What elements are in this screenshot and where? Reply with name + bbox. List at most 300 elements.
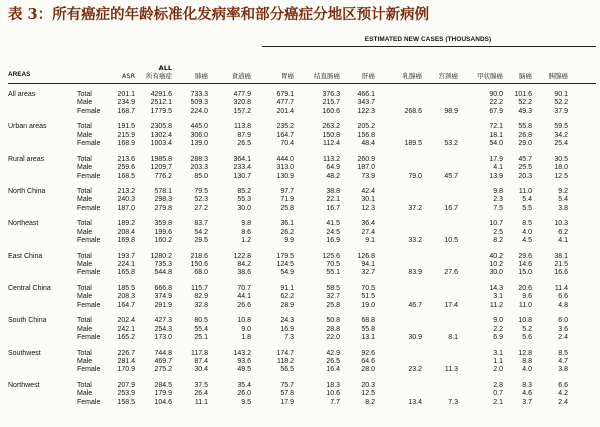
value-cell: 79.0 — [408, 172, 422, 180]
value-cell: 1003.4 — [150, 140, 172, 148]
table-row — [0, 253, 600, 261]
value-cell: 11.1 — [194, 398, 208, 406]
value-cell: 11.2 — [489, 301, 503, 309]
sex-label: Male — [77, 293, 93, 301]
value-cell: 203.3 — [190, 164, 208, 172]
value-cell: 30.0 — [237, 204, 251, 212]
group-spacer — [0, 375, 600, 382]
value-cell: 16.9 — [280, 325, 294, 333]
value-cell: 735.3 — [154, 261, 172, 268]
value-cell: 16.7 — [444, 204, 458, 212]
value-cell: 2.8 — [493, 381, 503, 389]
value-cell: 187.0 — [357, 164, 375, 172]
table-row — [0, 285, 600, 293]
value-cell: 4.8 — [558, 301, 568, 309]
value-cell: 8.8 — [522, 357, 532, 365]
value-cell: 85.2 — [237, 187, 251, 195]
value-cell: 38.1 — [554, 252, 568, 260]
value-cell: 218.6 — [190, 252, 208, 260]
value-cell: 215.9 — [117, 131, 135, 139]
value-cell: 187.0 — [117, 204, 135, 212]
value-cell: 445.0 — [190, 123, 208, 131]
value-cell: 2.3 — [493, 196, 503, 204]
value-cell: 90.0 — [489, 91, 503, 98]
value-cell: 52.2 — [518, 99, 532, 107]
value-cell: 67.9 — [489, 107, 503, 115]
table-row — [0, 261, 600, 269]
value-cell: 32.7 — [361, 269, 375, 277]
area-name: Southwest — [8, 349, 41, 357]
value-cell: 24.3 — [280, 317, 294, 325]
sex-label: Female — [77, 140, 101, 148]
sex-label: Male — [77, 131, 93, 139]
table-row — [0, 317, 600, 325]
sex-label: Female — [77, 366, 101, 374]
value-cell: 733.3 — [190, 91, 208, 98]
table-row — [0, 173, 600, 181]
value-cell: 444.0 — [276, 155, 294, 163]
value-cell: 260.9 — [357, 155, 375, 163]
value-cell: 62.2 — [280, 293, 294, 301]
value-cell: 374.9 — [154, 293, 172, 301]
value-cell: 3.1 — [493, 349, 503, 357]
value-cell: 10.6 — [326, 390, 340, 398]
value-cell: 164.7 — [117, 301, 135, 309]
value-cell: 27.6 — [444, 269, 458, 277]
value-cell: 15.0 — [518, 269, 532, 277]
value-cell: 191.5 — [117, 123, 135, 131]
value-cell: 16.4 — [326, 366, 340, 374]
value-cell: 13.4 — [408, 398, 422, 406]
value-cell: 17.4 — [444, 301, 458, 309]
value-cell: 25.4 — [554, 140, 568, 148]
value-cell: 34.2 — [554, 131, 568, 139]
sex-label: Total — [77, 155, 92, 163]
value-cell: 117.8 — [191, 349, 208, 357]
value-cell: 130.9 — [276, 172, 294, 180]
table-row — [0, 164, 600, 172]
value-cell: 578.1 — [154, 187, 172, 195]
sex-label: Male — [77, 196, 93, 204]
value-cell: 58.5 — [326, 284, 340, 292]
group-spacer — [0, 246, 600, 253]
column-header: 胰腺癌 — [548, 72, 568, 80]
value-cell: 55.3 — [237, 196, 251, 204]
sex-label: Male — [77, 390, 93, 398]
value-cell: 91.1 — [280, 284, 294, 292]
value-cell: 11.4 — [554, 284, 568, 292]
sex-label: Total — [77, 220, 92, 228]
header-bottom-rule — [8, 83, 596, 84]
value-cell: 21.5 — [554, 261, 568, 268]
value-cell: 30.9 — [408, 334, 422, 342]
value-cell: 26.5 — [326, 357, 340, 365]
value-cell: 275.2 — [154, 366, 172, 374]
column-header: ASR — [121, 72, 135, 80]
sex-label: Total — [77, 187, 92, 195]
value-cell: 87.9 — [237, 131, 251, 139]
value-cell: 7.7 — [330, 398, 340, 406]
value-cell: 2512.1 — [150, 99, 172, 107]
value-cell: 666.8 — [154, 284, 172, 292]
value-cell: 9.5 — [241, 398, 251, 406]
value-cell: 376.3 — [322, 91, 340, 98]
value-cell: 6.0 — [558, 317, 568, 325]
table-row — [0, 350, 600, 358]
value-cell: 13.1 — [361, 334, 375, 342]
table-row — [0, 91, 600, 99]
value-cell: 45.7 — [518, 155, 532, 163]
value-cell: 9.0 — [493, 317, 503, 325]
value-cell: 42.4 — [361, 187, 375, 195]
column-header: 甲状腺癌 — [477, 72, 503, 80]
value-cell: 2.2 — [493, 325, 503, 333]
value-cell: 254.3 — [154, 325, 172, 333]
value-cell: 50.8 — [326, 317, 340, 325]
value-cell: 165.2 — [117, 334, 135, 342]
value-cell: 55.1 — [326, 269, 340, 277]
value-cell: 84.2 — [237, 261, 251, 268]
value-cell: 83.7 — [194, 220, 208, 228]
group-spacer — [0, 116, 600, 123]
value-cell: 32.7 — [326, 293, 340, 301]
value-cell: 202.4 — [117, 317, 135, 325]
value-cell: 160.6 — [322, 107, 340, 115]
value-cell: 51.5 — [361, 293, 375, 301]
value-cell: 4.5 — [522, 237, 532, 245]
value-cell: 55.8 — [361, 325, 375, 333]
value-cell: 12.5 — [361, 390, 375, 398]
value-cell: 8.3 — [522, 381, 532, 389]
value-cell: 224.1 — [117, 261, 135, 268]
value-cell: 4.2 — [558, 390, 568, 398]
value-cell: 26.0 — [237, 390, 251, 398]
value-cell: 12.5 — [554, 172, 568, 180]
value-cell: 18.0 — [554, 164, 568, 172]
value-cell: 150.6 — [190, 261, 208, 268]
value-cell: 1280.2 — [150, 252, 172, 260]
value-cell: 4.0 — [522, 228, 532, 236]
value-cell: 8.5 — [558, 349, 568, 357]
sex-label: Male — [77, 357, 93, 365]
value-cell: 776.2 — [154, 172, 172, 180]
column-header: 肺癌 — [195, 72, 208, 80]
value-cell: 53.2 — [444, 140, 458, 148]
value-cell: 1779.5 — [150, 107, 172, 115]
value-cell: 320.8 — [233, 99, 251, 107]
value-cell: 122.8 — [233, 252, 251, 260]
value-cell: 73.9 — [361, 172, 375, 180]
sex-label: Total — [77, 317, 92, 325]
value-cell: 17.9 — [489, 155, 503, 163]
value-cell: 56.5 — [280, 366, 294, 374]
value-cell: 16.7 — [326, 204, 340, 212]
value-cell: 164.7 — [276, 131, 294, 139]
value-cell: 226.7 — [117, 349, 135, 357]
value-cell: 2.4 — [558, 398, 568, 406]
value-cell: 12.8 — [518, 349, 532, 357]
value-cell: 87.4 — [194, 357, 208, 365]
value-cell: 9.0 — [241, 325, 251, 333]
value-cell: 68.0 — [194, 269, 208, 277]
area-name: All areas — [8, 91, 36, 98]
table-row — [0, 99, 600, 107]
value-cell: 130.7 — [233, 172, 251, 180]
value-cell: 242.1 — [117, 325, 135, 333]
sex-label: Male — [77, 99, 93, 107]
value-cell: 25.5 — [518, 164, 532, 172]
value-cell: 5.4 — [558, 196, 568, 204]
value-cell: 26.2 — [280, 228, 294, 236]
table-row — [0, 108, 600, 116]
value-cell: 22.2 — [489, 99, 503, 107]
sex-label: Male — [77, 261, 93, 268]
value-cell: 544.8 — [154, 269, 172, 277]
value-cell: 29.6 — [518, 252, 532, 260]
value-cell: 466.1 — [357, 91, 375, 98]
value-cell: 9.8 — [241, 220, 251, 228]
value-cell: 1.2 — [241, 237, 251, 245]
sex-label: Male — [77, 325, 93, 333]
value-cell: 26.6 — [237, 301, 251, 309]
value-cell: 29.5 — [194, 237, 208, 245]
value-cell: 4.0 — [522, 366, 532, 374]
table-row — [0, 188, 600, 196]
value-cell: 6.9 — [493, 334, 503, 342]
sex-label: Female — [77, 107, 101, 115]
value-cell: 9.6 — [522, 293, 532, 301]
value-cell: 156.8 — [357, 131, 375, 139]
value-cell: 10.3 — [554, 220, 568, 228]
value-cell: 52.2 — [554, 99, 568, 107]
column-header: 结直肠癌 — [314, 72, 340, 80]
value-cell: 5.6 — [522, 334, 532, 342]
value-cell: 49.5 — [237, 366, 251, 374]
value-cell: 19.0 — [361, 301, 375, 309]
value-cell: 54.0 — [489, 140, 503, 148]
value-cell: 1302.4 — [150, 131, 172, 139]
value-cell: 11.0 — [518, 301, 532, 309]
value-cell: 80.5 — [194, 317, 208, 325]
value-cell: 33.2 — [408, 237, 422, 245]
sex-label: Female — [77, 204, 101, 212]
value-cell: 112.4 — [323, 140, 340, 148]
group-spacer — [0, 343, 600, 350]
value-cell: 2305.8 — [150, 123, 172, 131]
value-cell: 25.8 — [326, 301, 340, 309]
value-cell: 189.5 — [404, 140, 422, 148]
value-cell: 16.6 — [554, 269, 568, 277]
value-cell: 38.8 — [326, 187, 340, 195]
value-cell: 165.8 — [117, 269, 135, 277]
value-cell: 201.1 — [117, 91, 135, 98]
sex-label: Male — [77, 164, 93, 172]
value-cell: 27.2 — [194, 204, 208, 212]
value-cell: 259.6 — [117, 164, 135, 172]
area-name: South China — [8, 317, 47, 325]
value-cell: 9.8 — [493, 187, 503, 195]
value-cell: 16.9 — [326, 237, 340, 245]
value-cell: 55.8 — [518, 123, 532, 131]
value-cell: 113.2 — [323, 155, 340, 163]
value-cell: 35.4 — [237, 381, 251, 389]
value-cell: 189.2 — [117, 220, 135, 228]
value-cell: 24.5 — [326, 228, 340, 236]
value-cell: 40.2 — [489, 252, 503, 260]
area-name: Urban areas — [8, 123, 47, 131]
group-spacer — [0, 278, 600, 285]
value-cell: 263.2 — [322, 123, 340, 131]
value-cell: 71.9 — [280, 196, 294, 204]
table-row — [0, 269, 600, 277]
value-cell: 93.6 — [237, 357, 251, 365]
table-row — [0, 229, 600, 237]
value-cell: 1.8 — [241, 334, 251, 342]
value-cell: 28.8 — [326, 325, 340, 333]
value-cell: 215.7 — [322, 99, 340, 107]
value-cell: 8.5 — [522, 220, 532, 228]
table-row — [0, 140, 600, 148]
value-cell: 27.4 — [361, 228, 375, 236]
value-cell: 57.8 — [280, 390, 294, 398]
column-header-line1: ALL — [158, 64, 172, 72]
value-cell: 36.4 — [361, 220, 375, 228]
value-cell: 82.9 — [194, 293, 208, 301]
value-cell: 98.9 — [444, 107, 458, 115]
value-cell: 94.1 — [361, 261, 375, 268]
value-cell: 139.0 — [190, 140, 208, 148]
sex-label: Total — [77, 349, 92, 357]
column-header: 乳腺癌 — [402, 72, 422, 80]
value-cell: 5.2 — [522, 325, 532, 333]
value-cell: 30.4 — [194, 366, 208, 374]
value-cell: 126.8 — [357, 252, 375, 260]
value-cell: 6.2 — [558, 228, 568, 236]
table-row — [0, 220, 600, 228]
value-cell: 79.5 — [194, 187, 208, 195]
table-row — [0, 132, 600, 140]
group-spacer — [0, 213, 600, 220]
value-cell: 2.4 — [558, 334, 568, 342]
group-spacer — [0, 310, 600, 317]
value-cell: 168.9 — [117, 140, 135, 148]
value-cell: 59.5 — [554, 123, 568, 131]
value-cell: 469.7 — [154, 357, 172, 365]
value-cell: 213.6 — [117, 155, 135, 163]
value-cell: 6.6 — [558, 293, 568, 301]
value-cell: 75.7 — [280, 381, 294, 389]
value-cell: 284.5 — [154, 381, 172, 389]
value-cell: 234.9 — [117, 99, 135, 107]
value-cell: 52.3 — [194, 196, 208, 204]
value-cell: 4.1 — [558, 237, 568, 245]
value-cell: 208.3 — [117, 293, 135, 301]
areas-column-header: AREAS — [8, 71, 31, 78]
value-cell: 2.5 — [493, 228, 503, 236]
sex-label: Female — [77, 172, 101, 180]
value-cell: 158.5 — [117, 398, 135, 406]
value-cell: 4.6 — [522, 390, 532, 398]
value-cell: 55.4 — [194, 325, 208, 333]
area-name: Northwest — [8, 381, 40, 389]
value-cell: 9.9 — [284, 237, 294, 245]
value-cell: 179.9 — [154, 390, 172, 398]
value-cell: 9.1 — [365, 237, 375, 245]
column-header: 宫颈癌 — [438, 72, 458, 80]
value-cell: 7.3 — [284, 334, 294, 342]
value-cell: 26.4 — [194, 390, 208, 398]
value-cell: 115.7 — [191, 284, 208, 292]
table-row — [0, 326, 600, 334]
value-cell: 14.6 — [518, 261, 532, 268]
value-cell: 8.2 — [493, 237, 503, 245]
table-row — [0, 123, 600, 131]
value-cell: 26.5 — [237, 140, 251, 148]
sex-label: Total — [77, 252, 92, 260]
table-row — [0, 156, 600, 164]
value-cell: 160.2 — [154, 237, 172, 245]
value-cell: 26.8 — [518, 131, 532, 139]
table-row — [0, 366, 600, 374]
value-cell: 37.2 — [408, 204, 422, 212]
value-cell: 13.9 — [489, 172, 503, 180]
sex-label: Male — [77, 228, 93, 236]
value-cell: 208.4 — [117, 228, 135, 236]
value-cell: 1.1 — [493, 357, 503, 365]
value-cell: 10.5 — [444, 237, 458, 245]
value-cell: 359.8 — [154, 220, 172, 228]
value-cell: 213.2 — [117, 187, 135, 195]
value-cell: 10.8 — [237, 317, 251, 325]
value-cell: 4.7 — [558, 357, 568, 365]
value-cell: 4291.6 — [150, 91, 172, 98]
value-cell: 8.2 — [365, 398, 375, 406]
value-cell: 233.4 — [233, 164, 251, 172]
value-cell: 20.6 — [518, 284, 532, 292]
value-cell: 240.3 — [117, 196, 135, 204]
value-cell: 343.7 — [357, 99, 375, 107]
value-cell: 20.3 — [361, 381, 375, 389]
value-cell: 64.6 — [361, 357, 375, 365]
value-cell: 70.5 — [326, 261, 340, 268]
value-cell: 174.7 — [276, 349, 294, 357]
value-cell: 3.1 — [493, 293, 503, 301]
value-cell: 235.2 — [276, 123, 294, 131]
value-cell: 170.9 — [117, 366, 135, 374]
value-cell: 68.8 — [361, 317, 375, 325]
value-cell: 92.6 — [361, 349, 375, 357]
value-cell: 41.5 — [326, 220, 340, 228]
sex-label: Total — [77, 123, 92, 131]
value-cell: 46.7 — [408, 301, 422, 309]
value-cell: 201.4 — [276, 107, 294, 115]
value-cell: 1209.7 — [150, 164, 172, 172]
group-spacer — [0, 149, 600, 156]
value-cell: 90.1 — [554, 91, 568, 98]
sex-label: Total — [77, 91, 92, 98]
value-cell: 288.3 — [190, 155, 208, 163]
area-name: North China — [8, 187, 46, 195]
group-spacer — [0, 181, 600, 188]
value-cell: 1985.8 — [150, 155, 172, 163]
table-row — [0, 302, 600, 310]
value-cell: 20.3 — [518, 172, 532, 180]
value-cell: 12.3 — [361, 204, 375, 212]
value-cell: 70.4 — [280, 140, 294, 148]
value-cell: 113.8 — [234, 123, 251, 131]
value-cell: 54.2 — [194, 228, 208, 236]
value-cell: 143.2 — [233, 349, 251, 357]
